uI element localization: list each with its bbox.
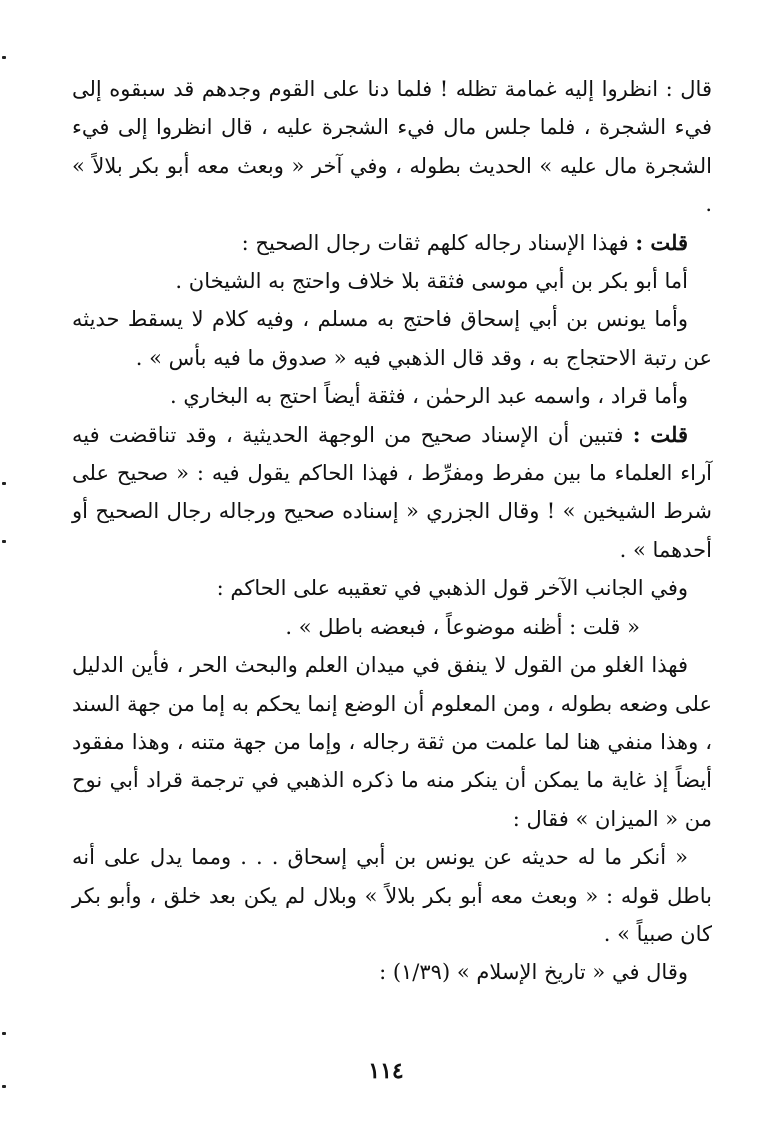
keyword-qult: قلت :	[632, 421, 688, 447]
paragraph-11: وقال في « تاريخ الإسلام » (١/٣٩) :	[379, 960, 688, 985]
paragraph-5: وأما قراد ، واسمه عبد الرحمٰن ، فثقة أيضاً احتج به البخاري .	[169, 384, 688, 409]
paragraph-6: قلت : فتبين أن الإسناد صحيح من الوجهة الحديثية ، وقد تناقضت فيه آراء العلماء ما بين مفرط ومفرِّط ، فهذا الحاكم يقول فيه : « صحيح على شرط الشيخين » ! وقال الجزري « إسناده صحيح ورجاله رجال الصحيح أو أحدهما » .	[72, 421, 712, 562]
paragraph-4: وأما يونس بن أبي إسحاق فاحتج به مسلم ، وفيه كلام لا يسقط حديثه عن رتبة الاحتجاج به ، وقد قال الذهبي فيه « صدوق ما فيه بأس » .	[72, 307, 712, 370]
scan-artifact	[2, 482, 6, 485]
paragraph-9: فهذا الغلو من القول لا ينفق في ميدان العلم والبحث الحر ، فأين الدليل على وضعه بطوله ، ومن المعلوم أن الوضع إنما يحكم به إما من جهة السند ، وهذا منفي هنا لما علمت من ثقة رجاله ، وإما من جهة متنه ، وهذا مفقود أيضاً إذ غاية ما يمكن أن ينكر منه ما ذكره الذهبي في ترجمة قراد أبي نوح من « الميزان » فقال :	[72, 653, 712, 831]
body-text	[72, 70, 712, 992]
scan-artifact	[2, 540, 6, 543]
scan-artifact	[2, 56, 6, 59]
keyword-qult: قلت :	[635, 229, 688, 255]
paragraph-7: وفي الجانب الآخر قول الذهبي في تعقيبه على الحاكم :	[216, 576, 688, 601]
paragraph-3: أما أبو بكر بن أبي موسى فثقة بلا خلاف واحتج به الشيخان .	[175, 269, 688, 294]
paragraph-1: قال : انظروا إليه غمامة تظله ! فلما دنا على القوم وجدهم قد سبقوه إلى فيء الشجرة ، فلما جلس مال فيء الشجرة عليه ، قال انظروا إلى فيء الشجرة مال عليه » الحديث بطوله ، وفي آخر « وبعث معه أبو بكر بلالاً » .	[72, 77, 712, 217]
page-number: ١١٤	[368, 1058, 404, 1084]
paragraph-8: « قلت : أظنه موضوعاً ، فبعضه باطل » .	[285, 614, 640, 639]
scan-artifact	[2, 1085, 6, 1088]
paragraph-2: قلت : فهذا الإسناد رجاله كلهم ثقات رجال الصحيح :	[241, 229, 688, 255]
paragraph-10: « أنكر ما له حديثه عن يونس بن أبي إسحاق . . . ومما يدل على أنه باطل قوله : « وبعث معه أبو بكر بلالاً » وبلال لم يكن بعد خلق ، وأبو بكر كان صبياً » .	[72, 845, 712, 946]
scan-artifact	[2, 1032, 6, 1035]
